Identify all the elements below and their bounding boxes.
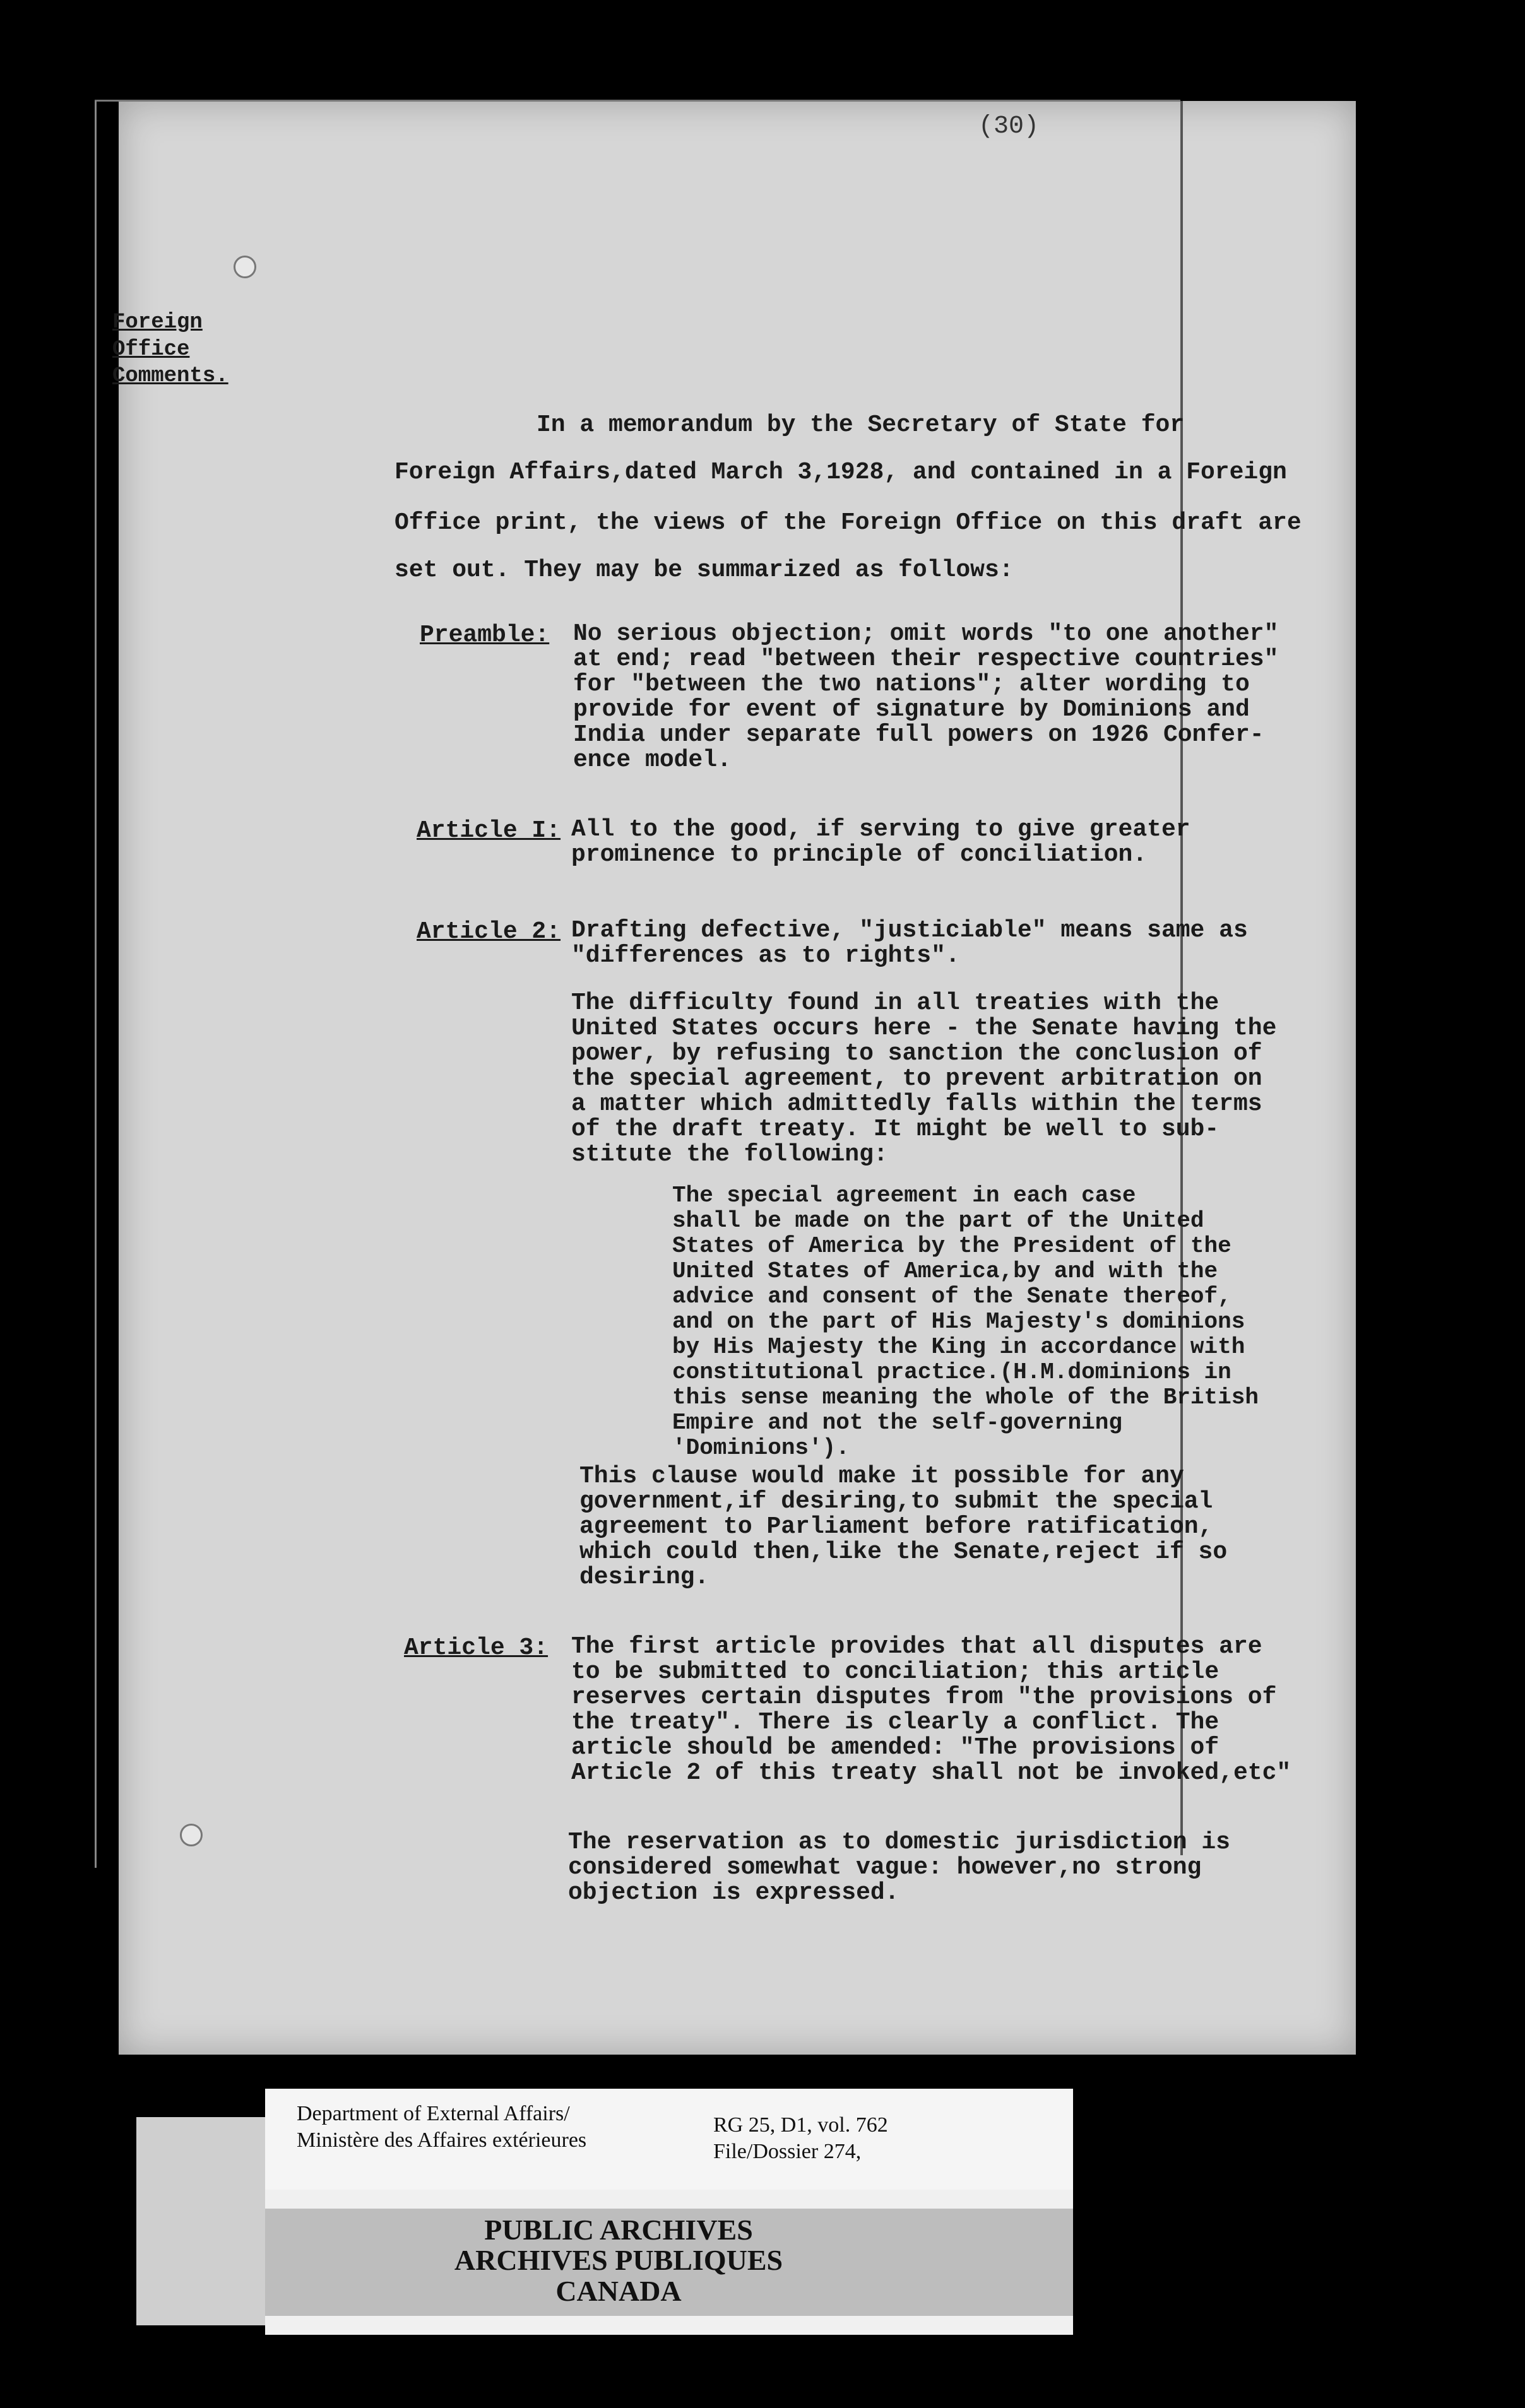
archives-line-2: ARCHIVES PUBLIQUES: [454, 2244, 783, 2277]
intro-line-3: Office print, the views of the Foreign Office on this draft are: [395, 509, 1302, 536]
preamble-label: Preamble:: [420, 622, 550, 649]
article-3-paragraph-2: The reservation as to domestic jurisdiction is considered somewhat vague: however,no strong objection is expressed.: [568, 1829, 1230, 1906]
punch-hole-bottom: [180, 1824, 203, 1846]
archives-stamp: [404, 2215, 833, 2306]
margin-heading: Foreign Office Comments.: [112, 310, 228, 388]
archives-line-3: CANADA: [555, 2274, 682, 2307]
page-left-edge: [95, 101, 97, 1868]
preamble-text: No serious objection; omit words "to one another" at end; read "between their respective countries" for "between the two nations"; alter wording to provide for event of signature by Dominions and India under separate full powers on 1926 Confer- ence model.: [573, 620, 1279, 774]
page-right-edge: [1180, 101, 1183, 1855]
article-1-label: Article I:: [417, 817, 561, 844]
archives-line-1: PUBLIC ARCHIVES: [484, 2214, 753, 2246]
page-number: (30): [978, 112, 1040, 141]
article-1-text: All to the good, if serving to give greater prominence to principle of conciliation.: [571, 816, 1190, 868]
reference-line-1: RG 25, D1, vol. 762: [713, 2113, 888, 2137]
article-2-quoted-clause: The special agreement in each case shall be made on the part of the United States of America by the President of the United States of America,by and with the advice and consent of the Senate thereof, and on the part of His Majesty's dominions by His Majesty the King in accordance with constitutional practice.(H.M.dominions in this sense meaning the whole of the British Empire and not the self-governing 'Dominions').: [672, 1183, 1259, 1461]
article-3-label: Article 3:: [404, 1634, 549, 1661]
article-3-text: The first article provides that all disputes are to be submitted to conciliation; this article reserves certain disputes from "the provisions of the treaty". There is clearly a conflict. The article should be amended: "The provisions of Article 2 of this treaty shall not be invoked,etc": [571, 1633, 1291, 1786]
article-2-label: Article 2:: [417, 918, 561, 945]
department-line-1: Department of External Affairs/: [297, 2102, 570, 2125]
page-top-edge: [95, 100, 1180, 102]
article-2-paragraph-3: This clause would make it possible for any government,if desiring,to submit the special agreement to Parliament before ratification, which could then,like the Senate,reject if so desiring.: [579, 1463, 1228, 1591]
intro-line-4: set out. They may be summarized as follows:: [395, 557, 1014, 584]
intro-line-2: Foreign Affairs,dated March 3,1928, and contained in a Foreign: [395, 459, 1287, 486]
article-2-text: Drafting defective, "justiciable" means same as "differences as to rights".: [571, 917, 1248, 969]
reference-line-2: File/Dossier 274,: [713, 2140, 862, 2163]
intro-line-1: In a memorandum by the Secretary of State for: [537, 411, 1185, 439]
article-2-paragraph-2: The difficulty found in all treaties with the United States occurs here - the Senate having the power, by refusing to sanction the conclusion of the special agreement, to prevent arbitration on a matter which admittedly falls within the terms of the draft treaty. It might be well to sub- stitute the following:: [571, 989, 1277, 1168]
department-line-2: Ministère des Affaires extérieures: [297, 2128, 587, 2152]
punch-hole-top: [234, 256, 256, 278]
